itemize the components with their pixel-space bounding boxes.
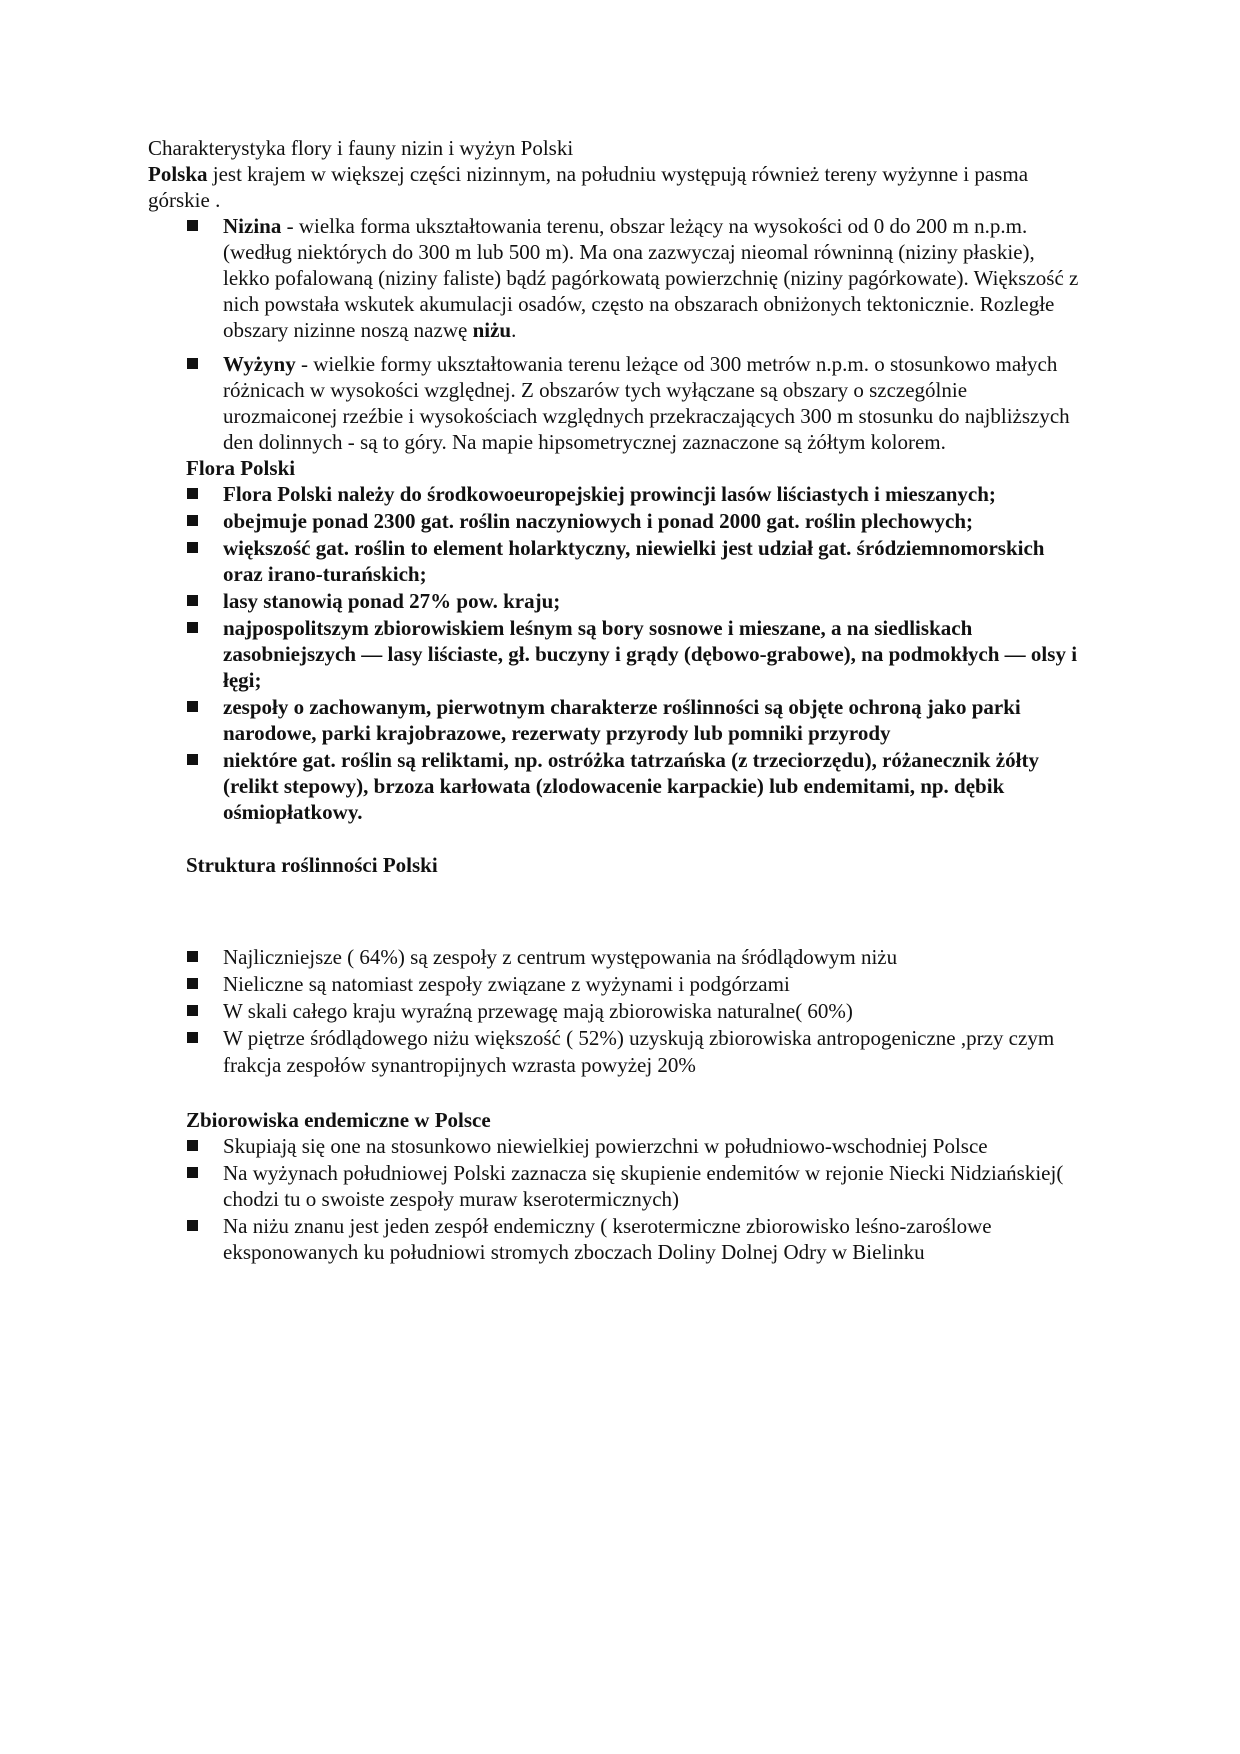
term: Nizina <box>223 214 282 238</box>
list-item <box>148 1160 1083 1212</box>
bullet-icon <box>187 1220 198 1231</box>
bullet-icon <box>187 358 198 369</box>
flora-list <box>148 481 1088 825</box>
document-page <box>148 135 1088 1266</box>
list-item <box>148 351 1083 455</box>
list-item-text: lasy stanowią ponad 27% pow. kraju; <box>223 589 561 613</box>
bullet-icon <box>187 754 198 765</box>
bullet-icon <box>187 622 198 633</box>
list-item <box>148 1133 1083 1159</box>
definition: - wielkie formy ukształtowania terenu leżące od 300 metrów n.p.m. o stosunkowo małych różnicach w wysokości względnej. Z obszarów tych wyłączane są obszary o szczególnie urozmaiconej rzeźbie i wysokościach względnych przekraczających 300 m stosunku do najbliższych den dolinnych - są to góry. Na mapie hipsometrycznej zaznaczone są żółtym kolorem. <box>223 352 1070 454</box>
list-item-text: niektóre gat. roślin są reliktami, np. ostróżka tatrzańska (z trzeciorzędu), różanecznik żółty (relikt stepowy), brzoza karłowata (zlodowacenie karpackie) lub endemitami, np. dębik ośmiopłatkowy. <box>223 748 1039 824</box>
list-item-text: Nieliczne są natomiast zespoły związane z wyżynami i podgórzami <box>223 972 790 996</box>
list-item <box>148 747 1083 825</box>
list-item <box>148 508 1083 534</box>
list-item-text: W skali całego kraju wyraźną przewagę mają zbiorowiska naturalne( 60%) <box>223 999 853 1023</box>
list-item <box>148 971 1083 998</box>
list-item <box>148 1025 1083 1079</box>
structure-list <box>148 944 1088 1079</box>
list-item-text: Na wyżynach południowej Polski zaznacza się skupienie endemitów w rejonie Niecki Nidziańskiej( chodzi tu o swoiste zespoły muraw kserotermicznych) <box>223 1161 1064 1211</box>
terrain-list <box>148 213 1088 455</box>
list-item-text: najpospolitszym zbiorowiskiem leśnym są bory sosnowe i mieszane, a na siedliskach zasobniejszych — lasy liściaste, gł. buczyny i grądy (dębowo-grabowe), na podmokłych — olsy i łęgi; <box>223 616 1078 692</box>
structure-heading: Struktura roślinności Polski <box>186 853 438 877</box>
bullet-icon <box>187 701 198 712</box>
term: Wyżyny <box>223 352 296 376</box>
list-item <box>148 213 1083 343</box>
list-item-text: Flora Polski należy do środkowoeuropejskiej prowincji lasów liściastych i mieszanych; <box>223 482 996 506</box>
endemic-heading: Zbiorowiska endemiczne w Polsce <box>186 1108 491 1132</box>
list-item <box>148 944 1083 971</box>
document-title: Charakterystyka flory i fauny nizin i wyżyn Polski <box>148 136 574 160</box>
bullet-icon <box>187 542 198 553</box>
list-item-text: Najliczniejsze ( 64%) są zespoły z centrum występowania na śródlądowym niżu <box>223 945 898 969</box>
list-item-text: Skupiają się one na stosunkowo niewielkiej powierzchni w południowo-wschodniej Polsce <box>223 1134 988 1158</box>
bullet-icon <box>187 220 198 231</box>
intro-text: jest krajem w większej części nizinnym, na południu występują również tereny wyżynne i pasma górskie . <box>148 162 1029 212</box>
bullet-icon <box>187 1140 198 1151</box>
definition: - wielka forma ukształtowania terenu, obszar leżący na wysokości od 0 do 200 m n.p.m. (według niektórych do 300 m lub 500 m). Ma ona zazwyczaj nieomal równinną (niziny płaskie), lekko pofalowaną (niziny faliste) bądź pagórkowatą powierzchnię (niziny pagórkowate). Większość z nich powstała wskutek akumulacji osadów, często na obszarach obniżonych tektonicznie. Rozległe obszary nizinne noszą nazwę <box>223 214 1079 342</box>
list-item <box>148 1213 1083 1265</box>
bullet-icon <box>187 951 198 962</box>
punct: . <box>511 318 517 342</box>
list-item-text: zespoły o zachowanym, pierwotnym charakterze roślinności są objęte ochroną jako parki narodowe, parki krajobrazowe, rezerwaty przyrody lub pomniki przyrody <box>223 695 1021 745</box>
intro-paragraph <box>148 161 1088 213</box>
term: niżu <box>472 318 512 342</box>
list-item <box>148 998 1083 1025</box>
bullet-icon <box>187 595 198 606</box>
bullet-icon <box>187 1167 198 1178</box>
endemic-list <box>148 1133 1088 1265</box>
bullet-icon <box>187 488 198 499</box>
list-item-text: W piętrze śródlądowego niżu większość ( 52%) uzyskują zbiorowiska antropogeniczne ,przy czym frakcja zespołów synantropijnych wzrasta powyżej 20% <box>223 1026 1055 1077</box>
flora-heading: Flora Polski <box>186 456 296 480</box>
list-item <box>148 535 1083 587</box>
bullet-icon <box>187 1005 198 1016</box>
list-item <box>148 615 1083 693</box>
intro-bold: Polska <box>148 162 208 186</box>
list-item <box>148 481 1083 507</box>
bullet-icon <box>187 978 198 989</box>
bullet-icon <box>187 1032 198 1043</box>
list-item <box>148 694 1083 746</box>
bullet-icon <box>187 515 198 526</box>
list-item-text: obejmuje ponad 2300 gat. roślin naczyniowych i ponad 2000 gat. roślin plechowych; <box>223 509 974 533</box>
list-item <box>148 588 1083 614</box>
list-item-text: Na niżu znanu jest jeden zespół endemiczny ( kserotermiczne zbiorowisko leśno-zaroślowe eksponowanych ku południowi stromych zboczach Doliny Dolnej Odry w Bielinku <box>223 1214 992 1264</box>
list-item-text: większość gat. roślin to element holarktyczny, niewielki jest udział gat. śródziemnomorskich oraz irano-turańskich; <box>223 536 1045 586</box>
